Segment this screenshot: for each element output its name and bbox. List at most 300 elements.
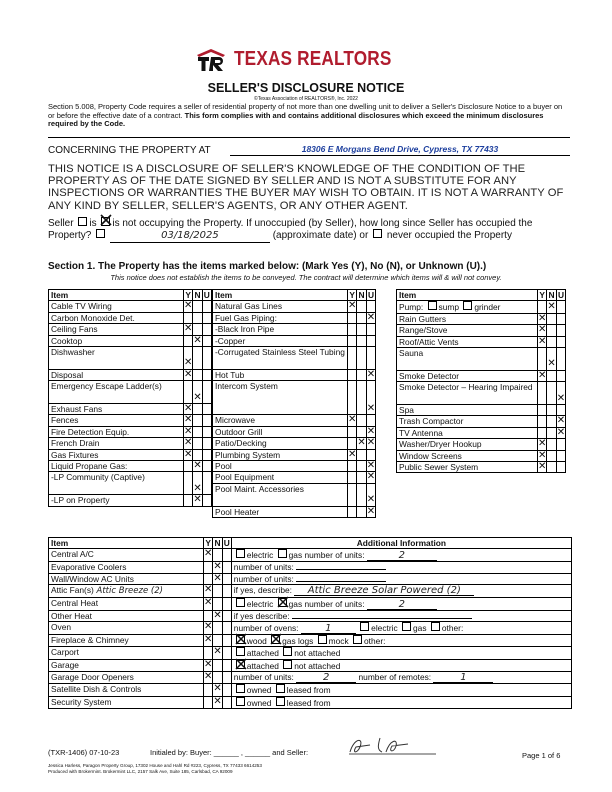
mark-u-cell[interactable]: [202, 404, 211, 415]
mark-u-cell[interactable]: [202, 335, 211, 346]
mark-u-cell[interactable]: [222, 672, 231, 684]
mark-y-cell[interactable]: [184, 404, 193, 415]
mark-u-cell[interactable]: [556, 301, 565, 313]
copyright: ©Texas Association of REALTORS®, Inc. 2022: [254, 96, 358, 102]
additional-info: electric gas number of units: 2: [231, 549, 571, 562]
additional-info: attached not attached: [231, 659, 571, 671]
mark-n-cell[interactable]: [193, 324, 202, 335]
mark-n-cell[interactable]: [213, 622, 222, 635]
table-row: [49, 472, 212, 495]
mark-n-cell[interactable]: [213, 573, 222, 584]
mark-u-cell[interactable]: [556, 325, 565, 336]
mark-n-cell[interactable]: [213, 597, 222, 610]
texas-realtors-logo: [0, 48, 612, 71]
mark-y-cell[interactable]: [538, 348, 547, 371]
mark-u-cell[interactable]: [222, 573, 231, 584]
heat-gas-checkbox[interactable]: [278, 598, 287, 607]
mark-y-cell[interactable]: [538, 405, 547, 416]
x-mark-icon: ✕: [366, 460, 376, 472]
mark-n-cell[interactable]: [193, 472, 202, 495]
x-mark-icon: ✕: [366, 437, 376, 449]
x-mark-icon: ✕: [538, 461, 547, 473]
mark-y-cell[interactable]: [348, 472, 357, 483]
mark-y-cell[interactable]: [538, 462, 547, 473]
mark-n-cell[interactable]: [193, 312, 202, 323]
mark-y-cell[interactable]: [538, 301, 547, 313]
mark-n-cell[interactable]: [193, 415, 202, 426]
mark-n-cell[interactable]: [357, 381, 366, 415]
mark-n-cell[interactable]: [547, 370, 556, 381]
x-mark-icon: ✕: [538, 449, 547, 461]
table-row: [49, 381, 212, 404]
mark-y-cell[interactable]: [538, 336, 547, 347]
address-underline: [230, 155, 570, 156]
item-label: Dishwasher: [49, 347, 184, 370]
table-row: [213, 369, 376, 380]
additional-info: number of units: 2 number of remotes: 1: [231, 672, 571, 684]
table-row: [397, 427, 566, 438]
mark-u-cell[interactable]: [556, 427, 565, 438]
mark-n-cell[interactable]: [193, 449, 202, 460]
x-mark-icon: ✕: [357, 437, 366, 449]
seller-occupancy: Seller is is not occupying the Property. If unoccupied (by Seller), how long since Seller has occupied the Property? 03/18/2025 (approximate date) or never occupied the Property: [48, 217, 574, 243]
mark-n-cell[interactable]: [213, 562, 222, 573]
mark-n-cell[interactable]: [547, 336, 556, 347]
mark-n-cell[interactable]: [213, 610, 222, 621]
carport-not-attached-checkbox[interactable]: [283, 647, 292, 656]
mark-n-cell[interactable]: [213, 585, 222, 597]
mark-y-cell[interactable]: [538, 450, 547, 461]
item-label: Outdoor Grill: [213, 426, 348, 437]
mark-n-cell[interactable]: [213, 696, 222, 708]
mark-u-cell[interactable]: [366, 381, 375, 415]
mark-n-cell[interactable]: [213, 659, 222, 671]
mark-u-cell[interactable]: [202, 415, 211, 426]
item-label: Pool Maint. Accessories: [213, 483, 348, 506]
table-row: [49, 335, 212, 346]
item-label: Patio/Decking: [213, 438, 348, 449]
mark-y-cell[interactable]: [348, 312, 357, 323]
mark-n-cell[interactable]: [357, 312, 366, 323]
mark-y-cell[interactable]: [204, 622, 213, 635]
mark-n-cell[interactable]: [357, 506, 366, 517]
mark-n-cell[interactable]: [213, 684, 222, 696]
table-row: [213, 438, 376, 449]
item-label: Fire Detection Equip.: [49, 426, 184, 437]
attic-fan-description[interactable]: Attic Breeze Solar Powered (2): [294, 586, 474, 596]
mark-y-cell[interactable]: [204, 635, 213, 647]
mark-u-cell[interactable]: [222, 684, 231, 696]
mark-u-cell[interactable]: [202, 312, 211, 323]
property-address[interactable]: 18306 E Morgans Bend Drive, Cypress, TX 77433: [301, 144, 499, 154]
page-number: Page 1 of 6: [522, 751, 561, 760]
mark-u-cell[interactable]: [366, 312, 375, 323]
mark-n-cell[interactable]: [193, 301, 202, 312]
item-label: -Copper: [213, 335, 348, 346]
mark-u-cell[interactable]: [202, 438, 211, 449]
mark-n-cell[interactable]: [547, 313, 556, 324]
x-mark-icon: ✕: [538, 335, 547, 347]
mark-n-cell[interactable]: [213, 672, 222, 684]
mark-u-cell[interactable]: [222, 659, 231, 671]
mark-y-cell[interactable]: [348, 301, 357, 312]
mark-u-cell[interactable]: [366, 438, 375, 449]
mark-n-cell[interactable]: [193, 461, 202, 472]
mark-y-cell[interactable]: [184, 438, 193, 449]
mark-y-cell[interactable]: [538, 427, 547, 438]
table-row: [213, 312, 376, 323]
mark-u-cell[interactable]: [202, 347, 211, 370]
item-label: -LP Community (Captive): [49, 472, 184, 495]
mark-y-cell[interactable]: [204, 672, 213, 684]
mark-u-cell[interactable]: [556, 370, 565, 381]
mark-n-cell[interactable]: [357, 449, 366, 460]
mark-u-cell[interactable]: [556, 405, 565, 416]
remotes-value[interactable]: 1: [433, 673, 493, 683]
mark-u-cell[interactable]: [556, 439, 565, 450]
item-label: Evaporative Coolers: [49, 562, 204, 573]
table-row: [213, 415, 376, 426]
mark-y-cell[interactable]: [184, 324, 193, 335]
table-row: [49, 684, 572, 696]
mark-u-cell[interactable]: [366, 335, 375, 346]
mark-n-cell[interactable]: [193, 335, 202, 346]
mark-n-cell[interactable]: [193, 347, 202, 370]
mark-y-cell[interactable]: [204, 573, 213, 584]
mark-y-cell[interactable]: [204, 597, 213, 610]
mark-y-cell[interactable]: [538, 416, 547, 427]
x-mark-icon: ✕: [184, 403, 193, 415]
owned-11-checkbox[interactable]: [236, 684, 245, 693]
x-mark-icon: ✕: [184, 448, 193, 460]
mark-y-cell[interactable]: [348, 335, 357, 346]
mark-y-cell[interactable]: [204, 647, 213, 659]
mark-y-cell[interactable]: [348, 483, 357, 506]
fireplace-wood-checkbox[interactable]: [236, 635, 245, 644]
mark-u-cell[interactable]: [366, 426, 375, 437]
mark-y-cell[interactable]: [184, 426, 193, 437]
mark-n-cell[interactable]: [193, 369, 202, 380]
mark-u-cell[interactable]: [202, 381, 211, 404]
pump-grinder-checkbox[interactable]: [463, 301, 472, 310]
mark-u-cell[interactable]: [222, 696, 231, 708]
x-mark-icon: ✕: [538, 312, 547, 324]
item-label: Intercom System: [213, 381, 348, 415]
mark-u-cell[interactable]: [202, 472, 211, 495]
garage-attached-checkbox[interactable]: [236, 660, 245, 669]
mark-u-cell[interactable]: [222, 610, 231, 621]
x-mark-icon: ✕: [556, 426, 566, 438]
leased-12-checkbox[interactable]: [276, 697, 285, 706]
mark-n-cell[interactable]: [193, 495, 202, 506]
mark-u-cell[interactable]: [556, 416, 565, 427]
occupied-date-checkbox[interactable]: [96, 229, 105, 238]
additional-info: if yes, describe: Attic Breeze Solar Powered (2): [231, 585, 571, 597]
mark-y-cell[interactable]: [348, 438, 357, 449]
table-row: [49, 597, 572, 610]
table-row: [397, 439, 566, 450]
table-row: [49, 426, 212, 437]
mark-y-cell[interactable]: [348, 506, 357, 517]
owned-12-checkbox[interactable]: [236, 697, 245, 706]
mark-n-cell[interactable]: [357, 369, 366, 380]
mark-n-cell[interactable]: [357, 415, 366, 426]
mark-u-cell[interactable]: [366, 449, 375, 460]
mark-u-cell[interactable]: [556, 450, 565, 461]
heat-units-value[interactable]: 2: [367, 600, 437, 610]
table-row: [49, 324, 212, 335]
occupied-date[interactable]: 03/18/2025: [110, 230, 270, 242]
mark-y-cell[interactable]: [184, 347, 193, 370]
door-opener-units[interactable]: 2: [296, 673, 356, 683]
x-mark-icon: ✕: [204, 584, 213, 596]
mark-n-cell[interactable]: [547, 325, 556, 336]
mark-n-cell[interactable]: [357, 483, 366, 506]
mark-y-cell[interactable]: [204, 684, 213, 696]
mark-u-cell[interactable]: [202, 301, 211, 312]
mark-u-cell[interactable]: [556, 348, 565, 371]
mark-y-cell[interactable]: [538, 439, 547, 450]
mark-y-cell[interactable]: [348, 369, 357, 380]
mark-u-cell[interactable]: [222, 647, 231, 659]
x-mark-icon: ✕: [184, 300, 193, 312]
ac-gas-checkbox[interactable]: [278, 549, 287, 558]
item-label: Fences: [49, 415, 184, 426]
mark-y-cell[interactable]: [348, 324, 357, 335]
table-row: [49, 647, 572, 659]
x-mark-icon: ✕: [538, 324, 547, 336]
mark-y-cell[interactable]: [348, 449, 357, 460]
other-heat-description[interactable]: [292, 618, 472, 619]
mark-n-cell[interactable]: [357, 426, 366, 437]
garage-not-attached-checkbox[interactable]: [283, 660, 292, 669]
mark-u-cell[interactable]: [222, 549, 231, 562]
x-mark-icon: ✕: [348, 414, 357, 426]
additional-info: electric gas number of units: 2: [231, 597, 571, 610]
units-value[interactable]: [296, 581, 386, 582]
x-mark-icon: ✕: [556, 415, 566, 427]
x-mark-icon: ✕: [213, 609, 222, 621]
mark-y-cell[interactable]: [538, 313, 547, 324]
table-row: [49, 635, 572, 647]
item-label: Other Heat: [49, 610, 204, 621]
leased-11-checkbox[interactable]: [276, 684, 285, 693]
mark-n-cell[interactable]: [547, 301, 556, 313]
mark-y-cell[interactable]: [348, 461, 357, 472]
attic-fan-handwritten[interactable]: Attic Breeze (2): [93, 586, 163, 597]
property-label: CONCERNING THE PROPERTY AT: [48, 145, 211, 156]
table-row: [213, 335, 376, 346]
mark-u-cell[interactable]: [202, 495, 211, 506]
table-row: [213, 483, 376, 506]
x-mark-icon: ✕: [366, 311, 376, 323]
mark-y-cell[interactable]: [204, 696, 213, 708]
x-mark-icon: ✕: [213, 695, 222, 707]
mark-u-cell[interactable]: [202, 324, 211, 335]
x-mark-icon: ✕: [348, 300, 357, 312]
mark-u-cell[interactable]: [366, 301, 375, 312]
table-row: [213, 301, 376, 312]
item-label: Central Heat: [49, 597, 204, 610]
mark-y-cell[interactable]: [348, 415, 357, 426]
heat-electric-checkbox[interactable]: [236, 598, 245, 607]
mark-u-cell[interactable]: [202, 426, 211, 437]
table-row: [49, 672, 572, 684]
pump-sump-checkbox[interactable]: [428, 301, 437, 310]
units-value[interactable]: [296, 569, 386, 570]
mark-y-cell[interactable]: [184, 369, 193, 380]
pump-sump-label: sump: [438, 302, 462, 313]
additional-info: number of units:: [231, 573, 571, 584]
never-occupied-checkbox[interactable]: [373, 229, 382, 238]
mark-n-cell[interactable]: [357, 438, 366, 449]
table-row: [397, 313, 566, 324]
mark-y-cell[interactable]: [184, 495, 193, 506]
item-label: Trash Compactor: [397, 416, 538, 427]
mark-n-cell[interactable]: [357, 301, 366, 312]
mark-y-cell[interactable]: [204, 610, 213, 621]
mark-n-cell[interactable]: [193, 438, 202, 449]
col-item: Item: [213, 290, 348, 301]
brand-name: TEXAS REALTORS: [233, 48, 392, 70]
x-mark-icon: ✕: [213, 561, 222, 573]
x-mark-icon: ✕: [184, 323, 193, 335]
mark-u-cell[interactable]: [202, 369, 211, 380]
mark-y-cell[interactable]: [184, 381, 193, 404]
mark-u-cell[interactable]: [366, 415, 375, 426]
table-row: [49, 369, 212, 380]
table-row: [49, 696, 572, 708]
item-label: Fireplace & Chimney: [49, 635, 204, 647]
mark-n-cell[interactable]: [213, 635, 222, 647]
mark-y-cell[interactable]: [184, 461, 193, 472]
x-mark-icon: ✕: [213, 572, 222, 584]
item-label: Pool Equipment: [213, 472, 348, 483]
mark-n-cell[interactable]: [213, 549, 222, 562]
mark-y-cell[interactable]: [538, 325, 547, 336]
col-u: U: [367, 290, 374, 300]
form-title: SELLER'S DISCLOSURE NOTICE: [207, 81, 405, 95]
disclosure-notice: THIS NOTICE IS A DISCLOSURE OF SELLER'S KNOWLEDGE OF THE CONDITION OF THE PROPERTY AS OF THE DATE SIGNED BY SELLER AND IS NOT A SUBSTITUTE FOR ANY INSPECTIONS OR WARRANTIES THE BUYER MAY WISH TO OBTAIN. IT IS NOT A WARRANTY OF ANY KIND BY SELLER, SELLER'S AGENTS, OR ANY OTHER AGENT.: [48, 163, 564, 212]
mark-u-cell[interactable]: [222, 597, 231, 610]
fireplace-other-checkbox[interactable]: [353, 635, 362, 644]
mark-u-cell[interactable]: [222, 585, 231, 597]
x-mark-icon: ✕: [366, 425, 376, 437]
mark-n-cell[interactable]: [357, 461, 366, 472]
mark-y-cell[interactable]: [348, 426, 357, 437]
mark-u-cell[interactable]: [556, 313, 565, 324]
ac-units-value[interactable]: 2: [367, 551, 437, 561]
is-occupying-checkbox[interactable]: [78, 217, 87, 226]
mark-n-cell[interactable]: [357, 347, 366, 370]
item-label: Central A/C: [49, 549, 204, 562]
x-mark-icon: ✕: [184, 357, 193, 369]
mark-u-cell[interactable]: [366, 483, 375, 506]
mark-u-cell[interactable]: [202, 461, 211, 472]
mark-u-cell[interactable]: [222, 562, 231, 573]
mark-n-cell[interactable]: [357, 472, 366, 483]
mark-n-cell[interactable]: [547, 348, 556, 371]
mark-y-cell[interactable]: [184, 312, 193, 323]
mark-u-cell[interactable]: [222, 635, 231, 647]
mark-n-cell[interactable]: [193, 404, 202, 415]
item-label: Security System: [49, 696, 204, 708]
mark-n-cell[interactable]: [213, 647, 222, 659]
mark-y-cell[interactable]: [204, 659, 213, 671]
mark-y-cell[interactable]: [538, 370, 547, 381]
mark-u-cell[interactable]: [366, 461, 375, 472]
table-row: [49, 449, 212, 460]
oven-gas-checkbox[interactable]: [402, 622, 411, 631]
x-mark-icon: ✕: [348, 448, 357, 460]
mark-y-cell[interactable]: [184, 472, 193, 495]
mark-n-cell[interactable]: [357, 335, 366, 346]
mark-y-cell[interactable]: [538, 382, 547, 405]
mark-n-cell[interactable]: [193, 426, 202, 437]
table-row: [49, 562, 572, 573]
mark-n-cell[interactable]: [547, 462, 556, 473]
mark-u-cell[interactable]: [366, 347, 375, 370]
mark-n-cell[interactable]: [547, 450, 556, 461]
mark-y-cell[interactable]: [204, 585, 213, 597]
mark-y-cell[interactable]: [204, 562, 213, 573]
oven-electric-checkbox[interactable]: [360, 622, 369, 631]
form-number: (TXR-1406) 07-10-23: [48, 748, 120, 757]
mark-y-cell[interactable]: [184, 301, 193, 312]
x-mark-icon: ✕: [213, 646, 222, 658]
mark-u-cell[interactable]: [556, 382, 565, 405]
tr-logo-mark-icon: [195, 49, 229, 71]
mark-u-cell[interactable]: [366, 324, 375, 335]
carport-attached-checkbox[interactable]: [236, 647, 245, 656]
x-mark-icon: ✕: [193, 391, 202, 403]
item-label: Pump: sump grinder: [397, 301, 538, 313]
mark-u-cell[interactable]: [366, 369, 375, 380]
mark-u-cell[interactable]: [222, 622, 231, 635]
ovens-value[interactable]: 1: [301, 624, 356, 634]
mark-n-cell[interactable]: [547, 427, 556, 438]
mark-y-cell[interactable]: [184, 335, 193, 346]
mark-n-cell[interactable]: [193, 381, 202, 404]
mark-y-cell[interactable]: [184, 449, 193, 460]
item-label: Rain Gutters: [397, 313, 538, 324]
col-u: U: [557, 290, 564, 300]
table-row: [213, 449, 376, 460]
mark-u-cell[interactable]: [366, 472, 375, 483]
mark-u-cell[interactable]: [202, 449, 211, 460]
fireplace-gas-logs-checkbox[interactable]: [271, 635, 280, 644]
mark-y-cell[interactable]: [204, 549, 213, 562]
mark-y-cell[interactable]: [184, 415, 193, 426]
fireplace-mock-checkbox[interactable]: [318, 635, 327, 644]
mark-u-cell[interactable]: [556, 336, 565, 347]
footer-credits: Jessica Harless, Paragon Property Group, 17302 House and Hahl Rd #223, Cypress, TX 77433 6614253 Produced with Brokermint. Brokermint LLC, 2157 Salk Ave, Suite 185, Carlsbad, CA 92009: [48, 763, 262, 774]
mark-n-cell[interactable]: [547, 405, 556, 416]
mark-n-cell[interactable]: [547, 382, 556, 405]
mark-u-cell[interactable]: [556, 462, 565, 473]
mark-y-cell[interactable]: [348, 347, 357, 370]
mark-n-cell[interactable]: [547, 416, 556, 427]
table-row: [49, 301, 212, 312]
mark-n-cell[interactable]: [357, 324, 366, 335]
oven-other-checkbox[interactable]: [431, 622, 440, 631]
item-label: Plumbing System: [213, 449, 348, 460]
is-not-occupying-checkbox[interactable]: [101, 217, 110, 226]
mark-y-cell[interactable]: [348, 381, 357, 415]
mark-n-cell[interactable]: [547, 439, 556, 450]
ac-electric-checkbox[interactable]: [236, 549, 245, 558]
mark-u-cell[interactable]: [366, 506, 375, 517]
